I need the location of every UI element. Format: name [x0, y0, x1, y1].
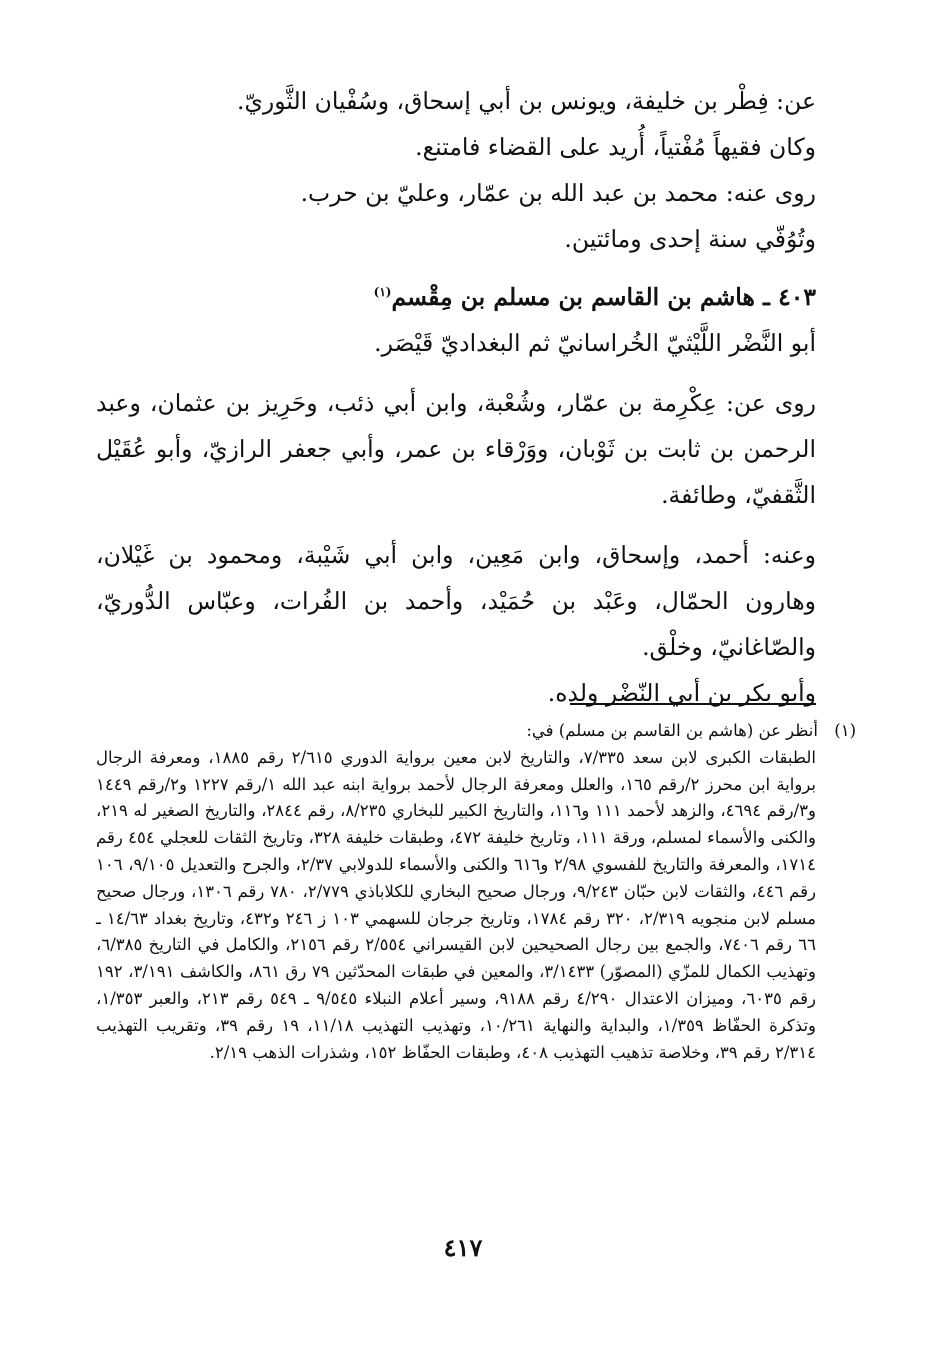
text-line-4: وتُوُفّي سنة إحدى ومائتين. [564, 225, 816, 253]
narrated-by-paragraph: وعنه: أحمد، وإسحاق، وابن مَعِين، وابن أبي شَيْبة، ومحمود بن غَيْلان، وهارون الحمّال، وعَبْد بن حُمَيْد، وأحمد بن الفُرات، وعبّاس الدُّوريّ، والصّاغانيّ، وخلْق. [96, 541, 816, 661]
entry-nisba: أبو النَّضْر اللَّيْثيّ الخُراسانيّ ثم البغداديّ قَيْصَر. [374, 329, 816, 357]
text-line-2: وكان فقيهاً مُفْتياً، أُريد على القضاء فامتنع. [415, 133, 816, 161]
footnote-separator [570, 703, 816, 705]
footnote-ref: (١) [373, 285, 392, 300]
footnote-body: الطبقات الكبرى لابن سعد ٧/٣٣٥، والتاريخ لابن معين برواية الدوري ٢/٦١٥ رقم ١٨٨٥، ومعرفة الرجال برواية ابن محرز ٢/رقم ١٦٥، والعلل ومعرفة الرجال لأحمد برواية ابنه عبد الله ١/رقم ١٢٢٧ و٢/رقم ١٤٤٩ و٣/رقم ٤٦٩٤، والزهد لأحمد ١١١ و١١٦، والتاريخ الكبير للبخاري ٨/٢٣٥، رقم ٢٨٤٤، والتاريخ الصغير له ٢١٩، والكنى والأسماء لمسلم، ورقة ١١١، وتاريخ خليفة ٤٧٢، وطبقات خليفة ٣٢٨، وتاريخ الثقات للعجلي ٤٥٤ رقم ١٧١٤، والمعرفة والتاريخ للفسوي ٢/٩٨ و٦١٦ والكنى والأسماء للدولابي ٢/٣٧، والجرح والتعديل ٩/١٠٥، ١٠٦ رقم ٤٤٦، والثقات لابن حبّان ٩/٢٤٣، ورجال صحيح البخاري للكلاباذي ٢/٧٧٩، ٧٨٠ رقم ١٣٠٦، ورجال صحيح مسلم لابن منجويه ٢/٣١٩، ٣٢٠ رقم ١٧٨٤، وتاريخ جرجان للسهمي ١٠٣ ز ٢٤٦ و٤٣٢، وتاريخ بغداد ١٤/٦٣ ـ ٦٦ رقم ٧٤٠٦، والجمع بين رجال الصحيحين لابن القيسراني ٢/٥٥٤ رقم ٢١٥٦، والكامل في التاريخ ٦/٣٨٥، وتهذيب الكمال للمزّي (المصوّر) ٣/١٤٣٣، والمعين في طبقات المحدّثين ٧٩ رق ٨٦١، والكاشف ٣/١٩١، ١٩٢ رقم ٦٠٣٥، وميزان الاعتدال ٤/٢٩٠ رقم ٩١٨٨، وسير أعلام النبلاء ٩/٥٤٥ ـ ٥٤٩ رقم ٢١٣، والعبر ١/٣٥٣، وتذكرة الحفّاظ ١/٣٥٩، والبداية والنهاية ١٠/٢٦١، وتهذيب التهذيب ١١/١٨، ١٩ رقم ٣٩، وتقريب التهذيب ٢/٣١٤ رقم ٣٩، وخلاصة تذهيب التهذيب ٤٠٨، وطبقات الحفّاظ ١٥٢، وشذرات الذهب ٢/١٩. [96, 747, 817, 1062]
entry-heading [96, 274, 816, 320]
footnote-intro-line [96, 718, 856, 745]
text-line-1: عن: فِطْر بن خليفة، ويونس بن أبي إسحاق، وسُفْيان الثَّوريّ. [237, 87, 816, 115]
footnote-number: (١) [834, 721, 856, 740]
entry-heading-text: ٤٠٣ ـ هاشم بن القاسم بن مسلم بن مِقْسم [391, 283, 816, 311]
footnote [96, 718, 856, 1066]
main-text [96, 78, 816, 716]
narrated-from-paragraph: روى عن: عِكْرِمة بن عمّار، وشُعْبة، وابن أبي ذئب، وحَرِيز بن عثمان، وعبد الرحمن بن ثابت بن ثَوْبان، ووَرْقاء بن عمر، وأبي جعفر الرازيّ، وأبو عُقَيْل الثَّقفيّ، وطائفة. [96, 389, 816, 509]
son-line: وأبو بكر بن أبي النّضْر ولده. [547, 679, 816, 707]
footnote-intro: أنظر عن (هاشم بن القاسم بن مسلم) في: [526, 721, 818, 740]
text-line-3: روى عنه: محمد بن عبد الله بن عمّار، وعليّ بن حرب. [300, 179, 816, 207]
page-number: ٤١٧ [443, 1233, 483, 1262]
